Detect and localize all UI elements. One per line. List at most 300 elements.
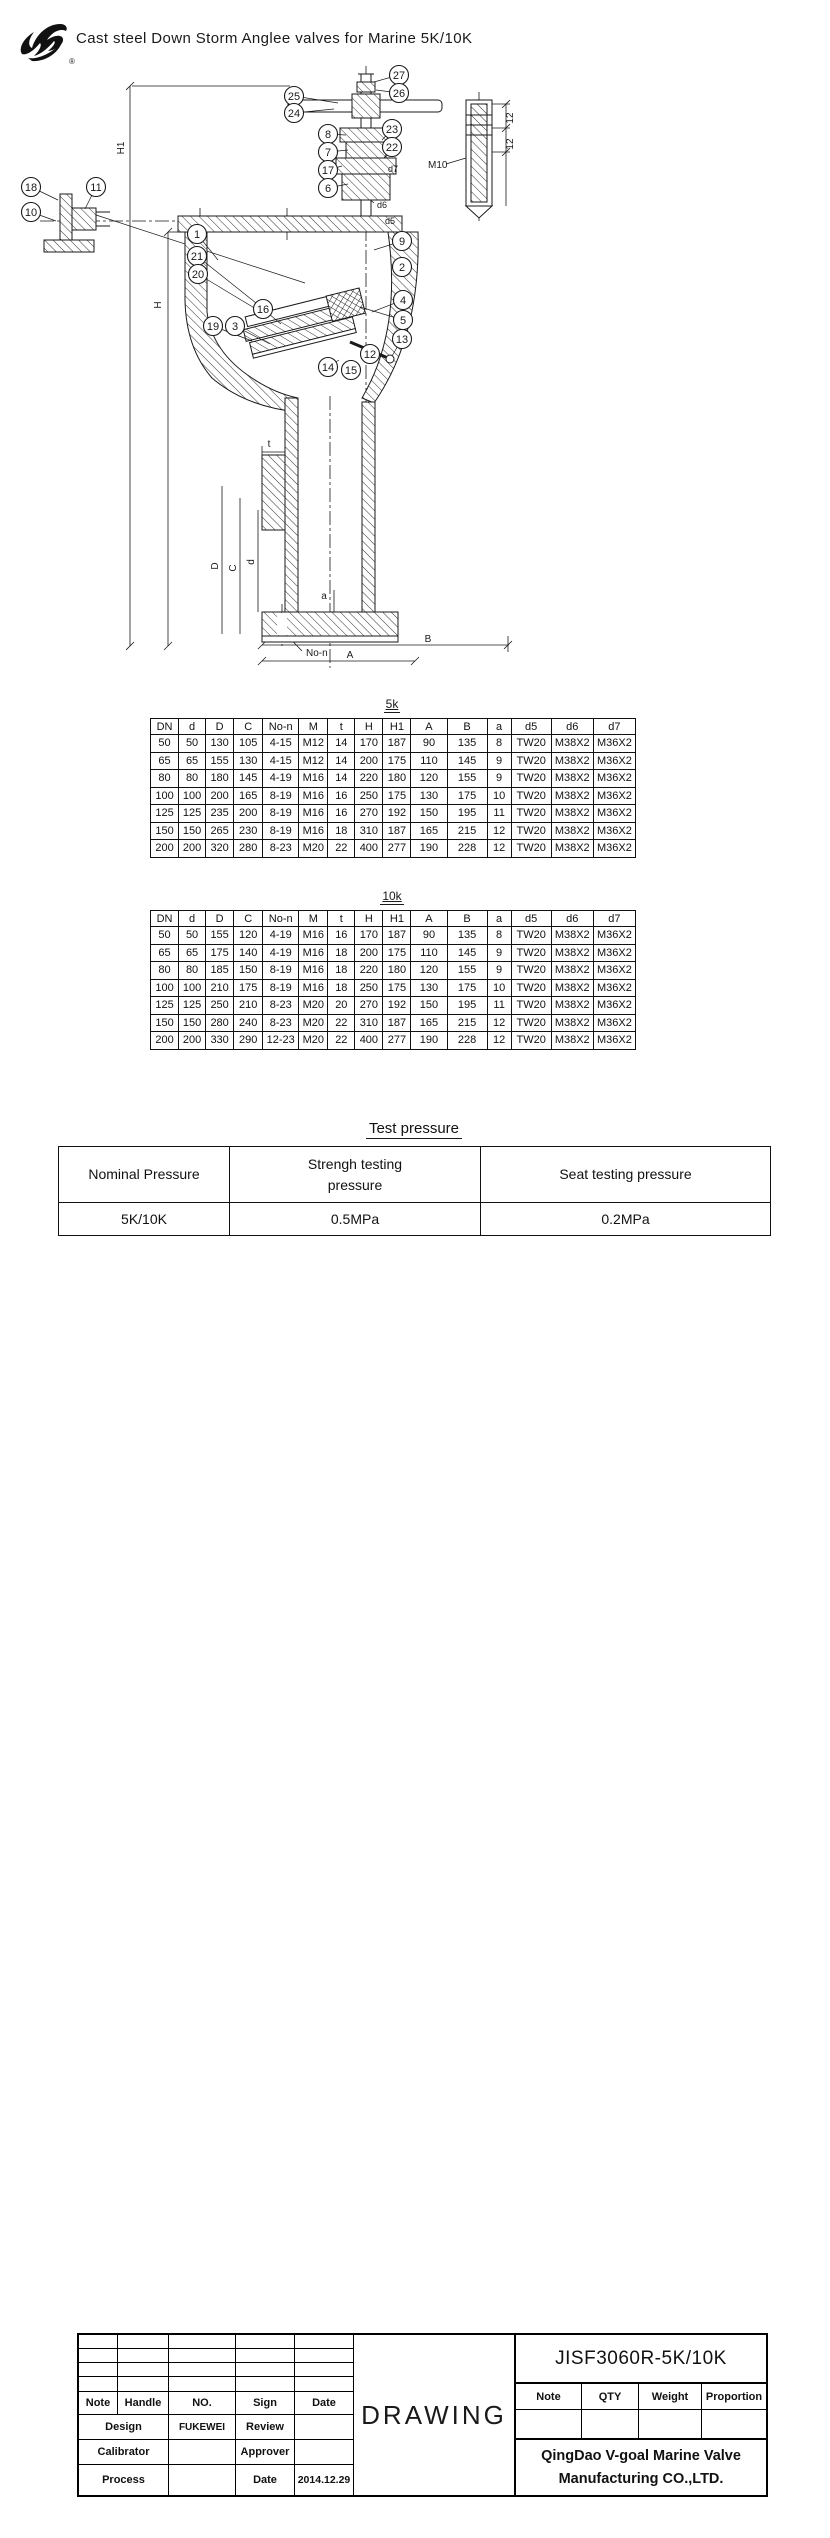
callout-number: 8 xyxy=(324,128,332,141)
dim-cell: 200 xyxy=(179,840,206,858)
dim-cell: 195 xyxy=(447,997,487,1015)
dim-cell: 10 xyxy=(487,979,511,997)
dim-cell: 170 xyxy=(355,735,383,753)
empty-cell xyxy=(295,2349,353,2363)
dim-cell: 135 xyxy=(447,735,487,753)
weight-value xyxy=(639,2410,702,2440)
callout-number: 13 xyxy=(395,333,409,346)
dim-cell: 110 xyxy=(411,944,447,962)
dim-cell: 175 xyxy=(383,752,411,770)
dim-cell: D xyxy=(206,719,234,735)
dim-cell: 110 xyxy=(411,752,447,770)
title-block-right xyxy=(516,2335,766,2495)
dim-cell: M38X2 xyxy=(551,979,593,997)
dim-cell: 165 xyxy=(234,787,263,805)
empty-cell xyxy=(118,2335,169,2349)
dim-cell: 8-19 xyxy=(263,962,299,980)
callout-number: 27 xyxy=(392,69,406,82)
dim-cell: M16 xyxy=(299,962,328,980)
dim-cell: t xyxy=(328,911,355,927)
review-date xyxy=(295,2415,353,2440)
dim-cell: 65 xyxy=(179,944,206,962)
dim-cell: 100 xyxy=(179,979,206,997)
callout-number: 23 xyxy=(385,123,399,136)
empty-cell xyxy=(169,2377,236,2392)
dim-cell: 165 xyxy=(411,1014,447,1032)
dim-cell: No-n xyxy=(263,719,299,735)
dim-cell: TW20 xyxy=(511,787,551,805)
dim-cell: M36X2 xyxy=(593,770,635,788)
calibrator-label: Calibrator xyxy=(79,2440,169,2465)
dim-d6: d6 xyxy=(377,200,388,210)
dim-cell: 50 xyxy=(151,927,179,945)
dim-M10: M10 xyxy=(428,160,448,171)
dim-cell: 200 xyxy=(234,805,263,823)
dim-cell: 200 xyxy=(355,752,383,770)
dim-cell: 90 xyxy=(411,927,447,945)
dim-cell: d xyxy=(179,719,206,735)
dim-cell: 9 xyxy=(487,962,511,980)
dim-cell: 50 xyxy=(179,927,206,945)
callout-18 xyxy=(22,178,59,201)
callout-number: 9 xyxy=(398,235,406,248)
valve-technical-drawing xyxy=(0,0,830,700)
test-pressure-table xyxy=(58,1146,771,1236)
col-note: Note xyxy=(79,2392,118,2415)
dim-cell: DN xyxy=(151,911,179,927)
dim-C: C xyxy=(228,564,239,572)
callout-number: 4 xyxy=(399,294,407,307)
test-pressure-header: Seat testing pressure xyxy=(481,1147,771,1203)
dim-No-n: No-n xyxy=(306,648,328,659)
callout-number: 11 xyxy=(90,181,102,194)
dim-cell: M16 xyxy=(299,787,328,805)
dim-cell: 50 xyxy=(151,735,179,753)
callout-number: 21 xyxy=(190,250,204,263)
dim-cell: M38X2 xyxy=(551,927,593,945)
proportion-value xyxy=(702,2410,766,2440)
dim-cell: 280 xyxy=(234,840,263,858)
dim-cell: TW20 xyxy=(511,840,551,858)
dim-cell: M36X2 xyxy=(593,962,635,980)
dim-cell: 4-19 xyxy=(263,927,299,945)
dim-12b: 12 xyxy=(505,138,516,150)
dim-cell: TW20 xyxy=(511,735,551,753)
dim-cell: B xyxy=(447,719,487,735)
approver-date xyxy=(295,2440,353,2465)
dim-H: H xyxy=(153,301,164,309)
dim-t: t xyxy=(267,439,271,450)
dim-cell: M36X2 xyxy=(593,752,635,770)
approver-label: Approver xyxy=(236,2440,295,2465)
dim-cell: 80 xyxy=(151,962,179,980)
dim-cell: M16 xyxy=(299,944,328,962)
dim-cell: M16 xyxy=(299,927,328,945)
dimension-table-5k xyxy=(150,718,636,858)
test-pressure-header: Nominal Pressure xyxy=(59,1147,230,1203)
callout-number: 16 xyxy=(256,303,270,316)
dim-cell: M38X2 xyxy=(551,962,593,980)
dim-cell: 130 xyxy=(411,979,447,997)
dim-cell: M36X2 xyxy=(593,1014,635,1032)
dim-cell: M38X2 xyxy=(551,997,593,1015)
qty-value-row xyxy=(516,2410,766,2440)
dim-cell: 175 xyxy=(206,944,234,962)
dim-cell: 130 xyxy=(206,735,234,753)
dim-cell: 187 xyxy=(383,1014,411,1032)
empty-cell xyxy=(79,2377,118,2392)
dim-cell: M20 xyxy=(299,1032,328,1050)
dim-cell: 150 xyxy=(411,997,447,1015)
dim-cell: 277 xyxy=(383,840,411,858)
dim-cell: A xyxy=(411,911,447,927)
dim-cell: 4-19 xyxy=(263,770,299,788)
dim-D: D xyxy=(210,562,221,570)
proportion-header: Proportion xyxy=(702,2384,766,2410)
dim-cell: 290 xyxy=(234,1032,263,1050)
dim-cell: t xyxy=(328,719,355,735)
dim-cell: 150 xyxy=(234,962,263,980)
dim-cell: 22 xyxy=(328,1032,355,1050)
dim-cell: M20 xyxy=(299,1014,328,1032)
callout-10 xyxy=(22,203,57,222)
dim-cell: 228 xyxy=(447,840,487,858)
empty-cell xyxy=(295,2363,353,2377)
dim-cell: 100 xyxy=(151,979,179,997)
dim-cell: 150 xyxy=(151,822,179,840)
dim-cell: M38X2 xyxy=(551,840,593,858)
date-label: Date xyxy=(236,2465,295,2495)
dim-cell: 210 xyxy=(234,997,263,1015)
dim-cell: D xyxy=(206,911,234,927)
test-pressure-cell: 0.5MPa xyxy=(230,1203,481,1236)
dim-cell: 150 xyxy=(151,1014,179,1032)
stud-detail xyxy=(466,100,492,218)
dim-cell: TW20 xyxy=(511,997,551,1015)
dim-cell: 175 xyxy=(447,979,487,997)
dim-cell: 22 xyxy=(328,1014,355,1032)
dim-cell: d7 xyxy=(593,719,635,735)
company-line1: QingDao V-goal Marine Valve xyxy=(541,2448,741,2465)
callout-number: 3 xyxy=(231,320,239,333)
dim-cell: M38X2 xyxy=(551,787,593,805)
company-name xyxy=(516,2440,766,2495)
dim-cell: 14 xyxy=(328,770,355,788)
dim-cell: 310 xyxy=(355,822,383,840)
dimension-labels xyxy=(116,112,516,661)
dim-cell: 150 xyxy=(411,805,447,823)
callout-27 xyxy=(374,66,409,85)
dim-cell: 187 xyxy=(383,735,411,753)
dim-cell: M38X2 xyxy=(551,1032,593,1050)
dim-cell: 277 xyxy=(383,1032,411,1050)
dim-cell: 4-19 xyxy=(263,944,299,962)
dim-cell: TW20 xyxy=(511,770,551,788)
dim-cell: 80 xyxy=(179,962,206,980)
dim-cell: 105 xyxy=(234,735,263,753)
dim-cell: 9 xyxy=(487,770,511,788)
dim-cell: 170 xyxy=(355,927,383,945)
dim-cell: 235 xyxy=(206,805,234,823)
dim-cell: 180 xyxy=(383,962,411,980)
dim-cell: 16 xyxy=(328,927,355,945)
col-no: NO. xyxy=(169,2392,236,2415)
dim-cell: 135 xyxy=(447,927,487,945)
dim-cell: A xyxy=(411,719,447,735)
callout-number: 26 xyxy=(392,87,406,100)
dim-cell: 250 xyxy=(355,979,383,997)
callout-15 xyxy=(342,361,361,380)
dim-cell: TW20 xyxy=(511,944,551,962)
dim-cell: 130 xyxy=(411,787,447,805)
dim-cell: 215 xyxy=(447,822,487,840)
dim-cell: 200 xyxy=(179,1032,206,1050)
dim-cell: M16 xyxy=(299,770,328,788)
dimension-table-10k xyxy=(150,910,636,1050)
dim-cell: M20 xyxy=(299,997,328,1015)
dim-cell: 65 xyxy=(151,944,179,962)
dim-cell: H xyxy=(355,911,383,927)
dim-cell: M36X2 xyxy=(593,787,635,805)
part-number: JISF3060R-5K/10K xyxy=(516,2335,766,2384)
dim-cell: M xyxy=(299,719,328,735)
dim-cell: 200 xyxy=(151,1032,179,1050)
dim-cell: 185 xyxy=(206,962,234,980)
dim-cell: 192 xyxy=(383,805,411,823)
dim-cell: 8 xyxy=(487,927,511,945)
dim-cell: 18 xyxy=(328,944,355,962)
dim-cell: DN xyxy=(151,719,179,735)
dim-cell: 120 xyxy=(411,962,447,980)
dim-cell: 155 xyxy=(447,770,487,788)
dim-cell: 80 xyxy=(151,770,179,788)
callout-5 xyxy=(360,307,413,330)
empty-cell xyxy=(169,2363,236,2377)
dim-cell: 145 xyxy=(234,770,263,788)
dim-cell: TW20 xyxy=(511,805,551,823)
dim-cell: M16 xyxy=(299,979,328,997)
dim-cell: M36X2 xyxy=(593,997,635,1015)
dim-cell: 190 xyxy=(411,1032,447,1050)
dim-cell: M12 xyxy=(299,735,328,753)
dim-cell: 155 xyxy=(206,927,234,945)
title-block xyxy=(77,2333,768,2497)
dim-cell: TW20 xyxy=(511,822,551,840)
dim-cell: 250 xyxy=(206,997,234,1015)
dim-cell: 4-15 xyxy=(263,752,299,770)
dim-cell: 8-23 xyxy=(263,1014,299,1032)
dim-cell: TW20 xyxy=(511,1014,551,1032)
dim-cell: 150 xyxy=(179,1014,206,1032)
dim-cell: M38X2 xyxy=(551,805,593,823)
dim-cell: 190 xyxy=(411,840,447,858)
dim-cell: 195 xyxy=(447,805,487,823)
empty-cell xyxy=(79,2363,118,2377)
dim-cell: M16 xyxy=(299,805,328,823)
dim-cell: 125 xyxy=(179,805,206,823)
dim-cell: 18 xyxy=(328,822,355,840)
dim-cell: 22 xyxy=(328,840,355,858)
dim-cell: d6 xyxy=(551,911,593,927)
dim-cell: 125 xyxy=(151,805,179,823)
process-label: Process xyxy=(79,2465,169,2495)
dim-cell: d xyxy=(179,911,206,927)
test-pressure-title: Test pressure xyxy=(58,1120,770,1137)
dim-cell: d6 xyxy=(551,719,593,735)
dim-cell: 145 xyxy=(447,944,487,962)
callout-number: 1 xyxy=(193,228,201,241)
dim-cell: 320 xyxy=(206,840,234,858)
dim-cell: 14 xyxy=(328,752,355,770)
dim-cell: 65 xyxy=(151,752,179,770)
dim-cell: d7 xyxy=(593,911,635,927)
callout-14 xyxy=(319,358,340,377)
note-header: Note xyxy=(516,2384,582,2410)
dim-cell: 8 xyxy=(487,735,511,753)
callout-number: 5 xyxy=(399,314,407,327)
dim-cell: 12-23 xyxy=(263,1032,299,1050)
dim-cell: 215 xyxy=(447,1014,487,1032)
dim-cell: M36X2 xyxy=(593,1032,635,1050)
dim-cell: TW20 xyxy=(511,1032,551,1050)
dim-B: B xyxy=(424,634,432,645)
dim-cell: 187 xyxy=(383,927,411,945)
callout-number: 2 xyxy=(398,261,406,274)
dim-cell: d5 xyxy=(511,911,551,927)
designer-name: FUKEWEI xyxy=(169,2415,236,2440)
dim-cell: 400 xyxy=(355,840,383,858)
callout-number: 6 xyxy=(324,182,332,195)
dim-cell: 100 xyxy=(151,787,179,805)
callout-number: 19 xyxy=(206,320,220,333)
dim-cell: 9 xyxy=(487,944,511,962)
dim-cell: 16 xyxy=(328,787,355,805)
dim-cell: 100 xyxy=(179,787,206,805)
dim-cell: TW20 xyxy=(511,962,551,980)
dim-cell: 175 xyxy=(447,787,487,805)
test-pressure-cell: 0.2MPa xyxy=(481,1203,771,1236)
dim-cell: 140 xyxy=(234,944,263,962)
dim-cell: 155 xyxy=(447,962,487,980)
dim-cell: M12 xyxy=(299,752,328,770)
dim-d7: d7 xyxy=(388,164,399,174)
dim-cell: 90 xyxy=(411,735,447,753)
dim-cell: 270 xyxy=(355,805,383,823)
company-line2: Manufacturing CO.,LTD. xyxy=(558,2470,724,2487)
empty-cell xyxy=(118,2363,169,2377)
dim-cell: M36X2 xyxy=(593,805,635,823)
dim-cell: 120 xyxy=(411,770,447,788)
dim-cell: 12 xyxy=(487,822,511,840)
dim-cell: M20 xyxy=(299,840,328,858)
dim-cell: 175 xyxy=(383,979,411,997)
dim-cell: 192 xyxy=(383,997,411,1015)
dim-cell: 145 xyxy=(447,752,487,770)
dim-cell: d5 xyxy=(511,719,551,735)
callout-number: 7 xyxy=(324,146,332,159)
dim-12a: 12 xyxy=(505,112,516,124)
dim-cell: M38X2 xyxy=(551,752,593,770)
title-block-approval-grid xyxy=(79,2335,353,2495)
test-pressure-cell: 5K/10K xyxy=(59,1203,230,1236)
callout-number: 24 xyxy=(287,107,301,120)
dim-cell: 12 xyxy=(487,1032,511,1050)
empty-cell xyxy=(118,2377,169,2392)
dim-cell: M38X2 xyxy=(551,735,593,753)
review-label: Review xyxy=(236,2415,295,2440)
dim-cell: 4-15 xyxy=(263,735,299,753)
dim-cell: 175 xyxy=(234,979,263,997)
dim-cell: 8-19 xyxy=(263,979,299,997)
dim-cell: 228 xyxy=(447,1032,487,1050)
valve-body xyxy=(178,216,418,642)
dim-cell: 8-23 xyxy=(263,840,299,858)
dim-cell: 310 xyxy=(355,1014,383,1032)
table-5k-label: 5k xyxy=(385,697,399,711)
dim-cell: 11 xyxy=(487,997,511,1015)
dim-cell: M16 xyxy=(299,822,328,840)
dim-d: d xyxy=(246,559,257,565)
dim-cell: 9 xyxy=(487,752,511,770)
calibrator-no xyxy=(169,2440,236,2465)
dim-cell: H1 xyxy=(383,911,411,927)
dim-d5: d5 xyxy=(385,216,396,226)
callout-number: 10 xyxy=(24,206,38,219)
dim-cell: 180 xyxy=(383,770,411,788)
dim-cell: 150 xyxy=(179,822,206,840)
dim-cell: 8-19 xyxy=(263,822,299,840)
valve-axle-assembly xyxy=(44,194,305,283)
dim-cell: 220 xyxy=(355,770,383,788)
dim-cell: M38X2 xyxy=(551,770,593,788)
dim-cell: 200 xyxy=(151,840,179,858)
dim-cell: 330 xyxy=(206,1032,234,1050)
dim-cell: H1 xyxy=(383,719,411,735)
dim-cell: TW20 xyxy=(511,752,551,770)
dim-cell: 200 xyxy=(206,787,234,805)
page-title: Cast steel Down Storm Anglee valves for Marine 5K/10K xyxy=(76,30,473,47)
callout-number: 25 xyxy=(287,90,301,103)
dim-A: A xyxy=(346,650,354,661)
dim-cell: 8-23 xyxy=(263,997,299,1015)
dim-cell: a xyxy=(487,911,511,927)
callout-12 xyxy=(361,345,380,364)
empty-cell xyxy=(169,2335,236,2349)
callout-11 xyxy=(85,178,106,210)
centerlines xyxy=(40,66,479,668)
callout-number: 22 xyxy=(385,141,399,154)
dim-cell: B xyxy=(447,911,487,927)
empty-cell xyxy=(295,2377,353,2392)
col-handle: Handle xyxy=(118,2392,169,2415)
note-value xyxy=(516,2410,582,2440)
callout-number: 15 xyxy=(344,364,358,377)
dim-cell: No-n xyxy=(263,911,299,927)
empty-cell xyxy=(295,2335,353,2349)
dim-cell: 8-19 xyxy=(263,787,299,805)
empty-cell xyxy=(118,2349,169,2363)
empty-cell xyxy=(79,2335,118,2349)
registered-mark: ® xyxy=(69,57,75,66)
dim-cell: M38X2 xyxy=(551,822,593,840)
dim-cell: 165 xyxy=(411,822,447,840)
dim-cell: 20 xyxy=(328,997,355,1015)
dim-cell: 18 xyxy=(328,962,355,980)
dim-cell: 125 xyxy=(151,997,179,1015)
dim-cell: 210 xyxy=(206,979,234,997)
dim-cell: 270 xyxy=(355,997,383,1015)
dim-cell: 10 xyxy=(487,787,511,805)
